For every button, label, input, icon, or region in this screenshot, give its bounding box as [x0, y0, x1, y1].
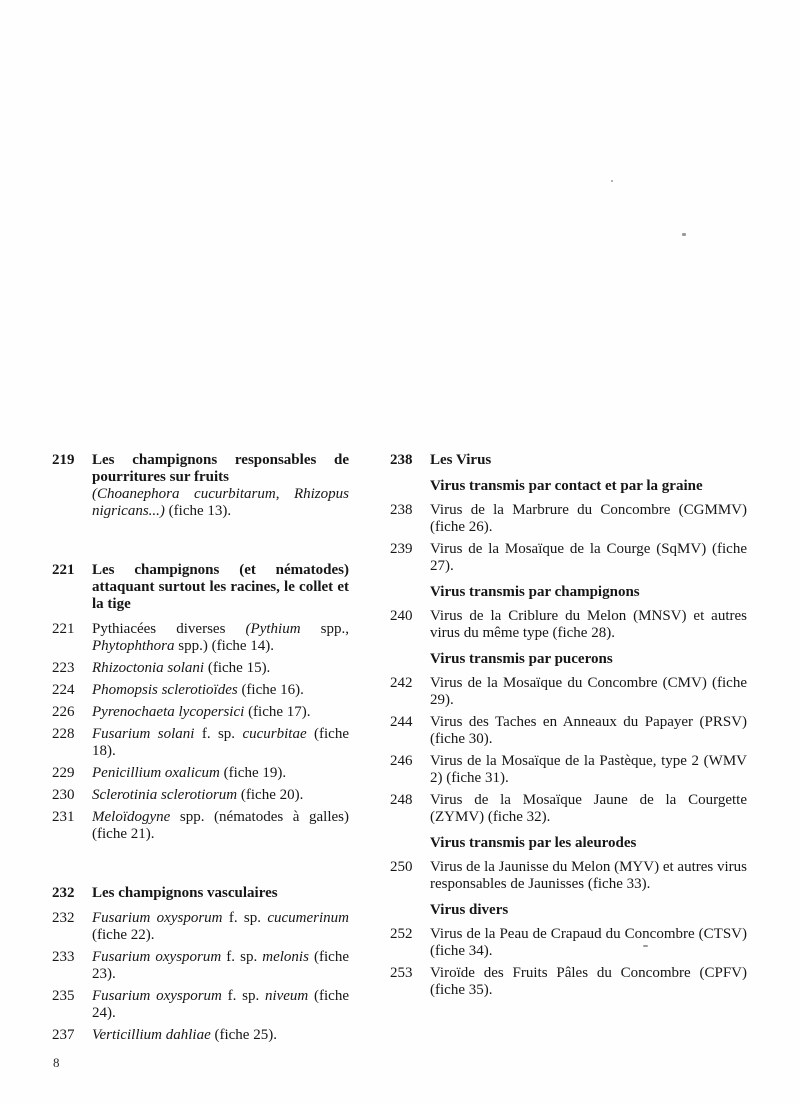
text-run: (fiche 16).	[237, 682, 304, 698]
entry-text	[430, 608, 747, 642]
text-run: Pythiacées diverses	[92, 621, 246, 637]
toc-entry	[52, 809, 349, 843]
entry-text	[92, 765, 349, 782]
entry-number: 223	[52, 660, 75, 676]
toc-subheading	[390, 478, 747, 495]
entry-text	[92, 726, 349, 760]
entry-text	[92, 562, 349, 613]
entry-number: 253	[390, 965, 413, 981]
text-run: Virus des Taches en Anneaux du Papayer (PRSV) (fiche 30).	[430, 714, 747, 747]
toc-entry	[390, 675, 747, 709]
paragraph	[92, 486, 349, 520]
entry-text	[430, 835, 747, 852]
entry-number: 237	[52, 1027, 75, 1043]
entry-text	[92, 1027, 349, 1044]
paragraph	[430, 902, 747, 919]
entry-text	[92, 988, 349, 1022]
paragraph	[92, 988, 349, 1022]
entry-number: 229	[52, 765, 75, 781]
right-column	[390, 452, 747, 1004]
text-run: Fusarium oxysporum	[92, 949, 222, 965]
paragraph	[92, 452, 349, 486]
entry-number: 231	[52, 809, 75, 825]
text-run: Les champignons responsables de pourritures sur fruits	[92, 452, 349, 485]
entry-text	[430, 753, 747, 787]
toc-entry	[390, 926, 747, 960]
text-run: Virus divers	[430, 902, 509, 918]
entry-number: 232	[52, 885, 75, 901]
toc-entry	[52, 910, 349, 944]
toc-entry	[52, 988, 349, 1022]
entry-text	[92, 885, 349, 902]
entry-number: 238	[390, 502, 413, 518]
toc-entry	[390, 965, 747, 999]
paragraph	[92, 726, 349, 760]
text-run: Virus de la Mosaïque du Concombre (CMV) (fiche 29).	[430, 675, 747, 708]
text-run: Phomopsis sclerotioïdes	[92, 682, 238, 698]
toc-section-heading	[52, 452, 349, 520]
text-run: Penicillium oxalicum	[92, 765, 220, 781]
text-run: spp.,	[300, 621, 349, 637]
entry-text	[92, 660, 349, 677]
entry-number: 252	[390, 926, 413, 942]
paragraph	[92, 621, 349, 655]
toc-entry	[52, 660, 349, 677]
paragraph	[430, 835, 747, 852]
text-run: Viroïde des Fruits Pâles du Concombre (CPFV) (fiche 35).	[430, 965, 747, 998]
text-run: spp.) (fiche 14).	[174, 638, 275, 654]
toc-section-heading	[52, 885, 349, 902]
toc-entry	[390, 859, 747, 893]
text-run: cucurbitae	[242, 726, 307, 742]
text-run: Les champignons vasculaires	[92, 885, 278, 901]
text-run: spp. (nématodes à galles) (fiche 21).	[92, 809, 349, 842]
toc-entry	[390, 541, 747, 575]
paragraph	[92, 910, 349, 944]
paragraph	[430, 965, 747, 999]
toc-section-heading	[52, 562, 349, 613]
paragraph	[92, 660, 349, 677]
entry-number: 239	[390, 541, 413, 557]
text-run: f. sp.	[222, 910, 268, 926]
text-run: Verticillium dahliae	[92, 1027, 211, 1043]
entry-text	[430, 452, 747, 469]
entry-text	[430, 584, 747, 601]
left-column	[52, 452, 349, 1049]
text-run: f. sp.	[194, 726, 243, 742]
entry-number: 235	[52, 988, 75, 1004]
entry-number: 221	[52, 621, 75, 637]
toc-entry	[52, 682, 349, 699]
paragraph	[430, 502, 747, 536]
toc-entry	[390, 792, 747, 826]
entry-text	[430, 502, 747, 536]
toc-entry	[52, 949, 349, 983]
text-run: Fusarium solani	[92, 726, 195, 742]
entry-number: 232	[52, 910, 75, 926]
text-run: Virus de la Criblure du Melon (MNSV) et autres virus du même type (fiche 28).	[430, 608, 747, 641]
entry-text	[92, 704, 349, 721]
text-run: Pyrenochaeta lycopersici	[92, 704, 245, 720]
paragraph	[430, 541, 747, 575]
entry-text	[430, 859, 747, 893]
entry-number: 219	[52, 452, 75, 468]
toc-entry	[390, 753, 747, 787]
entry-number: 226	[52, 704, 75, 720]
toc-entry	[52, 726, 349, 760]
text-run: (fiche 20).	[237, 787, 304, 803]
paragraph	[92, 682, 349, 699]
paragraph	[92, 949, 349, 983]
text-run: f. sp.	[221, 988, 265, 1004]
paragraph	[430, 859, 747, 893]
entry-text	[430, 902, 747, 919]
paragraph	[430, 753, 747, 787]
entry-number: 228	[52, 726, 75, 742]
text-run: (Pythium	[245, 621, 301, 637]
text-run: Virus de la Mosaïque de la Pastèque, type 2 (WMV 2) (fiche 31).	[430, 753, 747, 786]
text-run: melonis	[262, 949, 309, 965]
entry-text	[92, 452, 349, 520]
paragraph	[430, 792, 747, 826]
toc-entry	[390, 714, 747, 748]
text-run: (fiche 23).	[92, 949, 349, 982]
entry-number: 240	[390, 608, 413, 624]
paragraph	[430, 651, 747, 668]
entry-number: 233	[52, 949, 75, 965]
scan-speck	[682, 233, 686, 236]
toc-subheading	[390, 584, 747, 601]
entry-number: 250	[390, 859, 413, 875]
text-run: Les Virus	[430, 452, 492, 468]
text-run: Fusarium oxysporum	[92, 910, 223, 926]
paragraph	[430, 584, 747, 601]
paragraph	[92, 562, 349, 613]
text-run: Fusarium oxysporum	[92, 988, 222, 1004]
text-run: Sclerotinia sclerotiorum	[92, 787, 238, 803]
text-run: cucumerinum	[267, 910, 349, 926]
paragraph	[92, 809, 349, 843]
entry-text	[430, 926, 747, 960]
text-run: (fiche 22).	[92, 927, 155, 943]
entry-text	[430, 651, 747, 668]
entry-number: 248	[390, 792, 413, 808]
entry-number: 221	[52, 562, 75, 578]
text-run: Virus transmis par pucerons	[430, 651, 613, 667]
entry-text	[92, 809, 349, 843]
toc-entry	[52, 704, 349, 721]
paragraph	[92, 1027, 349, 1044]
entry-number: 230	[52, 787, 75, 803]
text-run: niveum	[264, 988, 309, 1004]
text-run: Virus de la Peau de Crapaud du Concombre (CTSV) (fiche 34).	[430, 926, 747, 959]
entry-text	[430, 478, 747, 495]
paragraph	[430, 478, 747, 495]
text-run: Virus de la Mosaïque de la Courge (SqMV) (fiche 27).	[430, 541, 747, 574]
toc-section-heading	[390, 452, 747, 469]
toc-entry	[52, 1027, 349, 1044]
entry-number: 246	[390, 753, 413, 769]
entry-text	[92, 787, 349, 804]
entry-text	[92, 621, 349, 655]
toc-entry	[52, 787, 349, 804]
paragraph	[92, 885, 349, 902]
text-run: Rhizoctonia solani	[92, 660, 205, 676]
text-run: Virus de la Jaunisse du Melon (MYV) et autres virus responsables de Jaunisses (fiche 33).	[430, 859, 747, 892]
text-run: f. sp.	[221, 949, 263, 965]
text-run: (fiche 18).	[92, 726, 349, 759]
entry-number: 242	[390, 675, 413, 691]
entry-text	[430, 714, 747, 748]
paragraph	[430, 608, 747, 642]
toc-subheading	[390, 902, 747, 919]
entry-number: 244	[390, 714, 413, 730]
paragraph	[92, 704, 349, 721]
entry-text	[430, 541, 747, 575]
entry-number: 238	[390, 452, 413, 468]
text-run: Virus de la Mosaïque Jaune de la Courgette (ZYMV) (fiche 32).	[430, 792, 747, 825]
paragraph	[430, 675, 747, 709]
toc-entry	[52, 621, 349, 655]
paragraph	[92, 787, 349, 804]
text-run: Meloïdogyne	[92, 809, 171, 825]
entry-number: 224	[52, 682, 75, 698]
paragraph	[430, 926, 747, 960]
toc-entry	[52, 765, 349, 782]
paragraph	[430, 714, 747, 748]
text-run: Virus de la Marbrure du Concombre (CGMMV) (fiche 26).	[430, 502, 747, 535]
toc-subheading	[390, 651, 747, 668]
toc-entry	[390, 502, 747, 536]
text-run: (fiche 24).	[92, 988, 349, 1021]
text-run: Virus transmis par contact et par la graine	[430, 478, 703, 494]
text-run: (fiche 17).	[244, 704, 311, 720]
toc-subheading	[390, 835, 747, 852]
text-run: (fiche 19).	[219, 765, 287, 781]
entry-text	[92, 910, 349, 944]
toc-entry	[390, 608, 747, 642]
entry-text	[92, 949, 349, 983]
text-run: Phytophthora	[92, 638, 175, 654]
entry-text	[430, 675, 747, 709]
text-run: (fiche 13).	[164, 503, 232, 519]
entry-text	[430, 792, 747, 826]
text-run: Virus transmis par champignons	[430, 584, 640, 600]
scan-speck	[643, 945, 648, 947]
paragraph	[430, 452, 747, 469]
text-run: Les champignons (et nématodes) attaquant surtout les racines, le collet et la tige	[92, 562, 349, 612]
entry-text	[430, 965, 747, 999]
text-run: Virus transmis par les aleurodes	[430, 835, 637, 851]
text-run: (Choanephora cucurbitarum, Rhizopus nigricans...)	[92, 486, 349, 519]
text-run: (fiche 25).	[210, 1027, 277, 1043]
page-number: 8	[53, 1055, 60, 1070]
scan-speck	[611, 180, 613, 182]
entry-text	[92, 682, 349, 699]
paragraph	[92, 765, 349, 782]
text-run: (fiche 15).	[204, 660, 271, 676]
